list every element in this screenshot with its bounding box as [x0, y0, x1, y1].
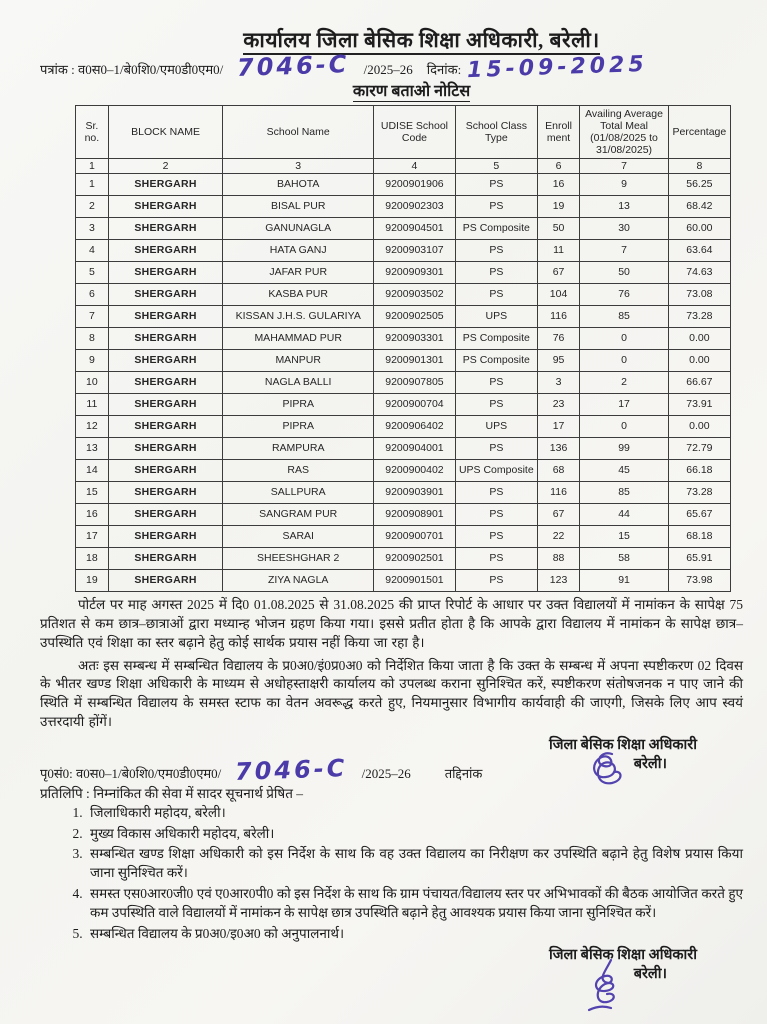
table-cell: 72.79: [668, 437, 730, 459]
table-row: [76, 547, 731, 569]
table-row: [76, 459, 731, 481]
table-cell: PIPRA: [223, 393, 374, 415]
table-cell: 18: [76, 547, 109, 569]
notice-title-text: कारण बताओ नोटिस: [352, 82, 471, 100]
table-cell: PS: [455, 261, 537, 283]
table-cell: 16: [76, 503, 109, 525]
table-cell: SALLPURA: [223, 481, 374, 503]
table-cell: 58: [580, 547, 668, 569]
table-cell: PS Composite: [455, 349, 537, 371]
table-cell: 68: [537, 459, 580, 481]
table-cell: 13: [580, 195, 668, 217]
table-cell: 66.18: [668, 459, 730, 481]
column-header: Enroll ment: [537, 105, 580, 158]
table-cell: 45: [580, 459, 668, 481]
table-cell: SHERGARH: [108, 481, 223, 503]
table-cell: 19: [537, 195, 580, 217]
handwritten-date: 15-09-2025: [466, 51, 649, 83]
column-number-cell: 1: [76, 158, 109, 173]
table-row: [76, 195, 731, 217]
table-cell: GANUNAGLA: [223, 217, 374, 239]
table-cell: 73.08: [668, 283, 730, 305]
table-cell: 9200902505: [374, 305, 456, 327]
table-cell: ZIYA NAGLA: [223, 569, 374, 591]
table-cell: 88: [537, 547, 580, 569]
table-header: [76, 105, 731, 173]
table-cell: 0.00: [668, 415, 730, 437]
table-cell: 9200909301: [374, 261, 456, 283]
table-cell: SHERGARH: [108, 305, 223, 327]
table-cell: UPS Composite: [455, 459, 537, 481]
table-cell: PS: [455, 547, 537, 569]
copy-list-item: 2. मुख्य विकास अधिकारी महोदय, बरेली।: [86, 825, 743, 844]
table-cell: SANGRAM PUR: [223, 503, 374, 525]
signature1-designation: जिला बेसिक शिक्षा अधिकारी: [548, 737, 697, 754]
table-cell: RAMPURA: [223, 437, 374, 459]
table-row: [76, 261, 731, 283]
table-cell: SHERGARH: [108, 327, 223, 349]
table-cell: 13: [76, 437, 109, 459]
table-row: [76, 503, 731, 525]
table-cell: 73.28: [668, 481, 730, 503]
table-cell: SHERGARH: [108, 547, 223, 569]
table-cell: 4: [76, 239, 109, 261]
table-cell: PS: [455, 173, 537, 195]
letter-number-suffix: /2025–26: [363, 61, 413, 77]
table-cell: RAS: [223, 459, 374, 481]
table-cell: 67: [537, 261, 580, 283]
table-cell: BAHOTA: [223, 173, 374, 195]
table-cell: PS: [455, 239, 537, 261]
table-cell: 44: [580, 503, 668, 525]
column-header: UDISE School Code: [374, 105, 456, 158]
column-header: School Class Type: [455, 105, 537, 158]
table-cell: 9200908901: [374, 503, 456, 525]
table-row: [76, 525, 731, 547]
signature2-place: बरेली।: [633, 965, 667, 982]
table-cell: 17: [580, 393, 668, 415]
table-cell: SHERGARH: [108, 371, 223, 393]
table-cell: 50: [580, 261, 668, 283]
table-cell: 0.00: [668, 327, 730, 349]
table-cell: 9200903502: [374, 283, 456, 305]
copy-list-item: 5. सम्बन्धित विद्यालय के प्र0अ0/इ0अ0 को अनुपालनार्थ।: [86, 925, 743, 944]
table-cell: PS: [455, 393, 537, 415]
table-cell: SHEESHGHAR 2: [223, 547, 374, 569]
column-header: School Name: [223, 105, 374, 158]
table-cell: 63.64: [668, 239, 730, 261]
table-cell: 9200900701: [374, 525, 456, 547]
column-header: Percentage: [668, 105, 730, 158]
body-paragraph-2: अतः इस सम्बन्ध में सम्बन्धित विद्यालय के प्र0अ0/इं0प्र0अ0 को निर्देशित किया जाता है कि उक्त के सम्बन्ध में अपना स्पष्टीकरण 02 दिवस के भीतर खण्ड शिक्षा अधिकारी के माध्यम से अधोहस्ताक्षरी कार्यालय को उपलब्ध कराना सुनिश्चित करें, स्पष्टीकरण संतोषजनक न पाए जाने की स्थिति में सम्बन्धित विद्यालय के समस्त स्टाफ का वेतन अवरूद्ध करते हुए, नियमानुसार विभागीय कार्यवाही की जाएगी, जिसके लिए आप स्वयं उत्तरदायी होंगें।: [40, 657, 743, 730]
table-cell: MAHAMMAD PUR: [223, 327, 374, 349]
handwritten-letter-number: 7046-C: [236, 50, 351, 82]
table-cell: 116: [537, 305, 580, 327]
table-row: [76, 481, 731, 503]
table-row: [76, 415, 731, 437]
table-cell: 8: [76, 327, 109, 349]
table-cell: 68.42: [668, 195, 730, 217]
table-cell: 104: [537, 283, 580, 305]
table-cell: 2: [76, 195, 109, 217]
table-cell: 73.28: [668, 305, 730, 327]
table-cell: SHERGARH: [108, 569, 223, 591]
school-table-body: [76, 173, 731, 591]
table-cell: KISSAN J.H.S. GULARIYA: [223, 305, 374, 327]
table-row: [76, 173, 731, 195]
table-cell: 22: [537, 525, 580, 547]
table-cell: 66.67: [668, 371, 730, 393]
copy-list-item: 3. सम्बन्धित खण्ड शिक्षा अधिकारी को इस निर्देश के साथ कि वह उक्त विद्यालय का निरीक्षण कर उपस्थिति बढ़ाने हेतु विशेष प्रयास किया जाना सुनिश्चित करें।: [86, 845, 743, 883]
date-label: दिनांक:: [426, 61, 462, 77]
table-cell: 9200904501: [374, 217, 456, 239]
table-cell: 85: [580, 481, 668, 503]
table-cell: 9200901301: [374, 349, 456, 371]
table-cell: 9200900704: [374, 393, 456, 415]
table-cell: SARAI: [223, 525, 374, 547]
table-cell: PS: [455, 195, 537, 217]
table-cell: 123: [537, 569, 580, 591]
table-cell: 116: [537, 481, 580, 503]
table-cell: BISAL PUR: [223, 195, 374, 217]
table-cell: 15: [76, 481, 109, 503]
table-cell: PS: [455, 481, 537, 503]
table-cell: PIPRA: [223, 415, 374, 437]
table-cell: 60.00: [668, 217, 730, 239]
table-cell: SHERGARH: [108, 283, 223, 305]
table-cell: 15: [580, 525, 668, 547]
table-column-number-row: [76, 158, 731, 173]
table-cell: 9200903301: [374, 327, 456, 349]
table-cell: 10: [76, 371, 109, 393]
copy-distribution-heading: प्रतिलिपि : निम्नांकित की सेवा में सादर सूचनार्थ प्रेषित –: [40, 785, 304, 801]
table-cell: SHERGARH: [108, 195, 223, 217]
table-cell: 12: [76, 415, 109, 437]
table-cell: NAGLA BALLI: [223, 371, 374, 393]
column-number-cell: 8: [668, 158, 730, 173]
table-row: [76, 349, 731, 371]
signature-block-2: [40, 946, 743, 1016]
table-row: [76, 393, 731, 415]
table-cell: 7: [76, 305, 109, 327]
column-header: Sr. no.: [76, 105, 109, 158]
column-number-cell: 4: [374, 158, 456, 173]
table-cell: 9200902501: [374, 547, 456, 569]
notice-title: [80, 79, 743, 101]
table-cell: 17: [537, 415, 580, 437]
table-row: [76, 239, 731, 261]
table-cell: SHERGARH: [108, 349, 223, 371]
table-cell: 76: [537, 327, 580, 349]
table-row: [76, 437, 731, 459]
table-cell: 9200900402: [374, 459, 456, 481]
signature2-designation: जिला बेसिक शिक्षा अधिकारी: [548, 946, 697, 963]
table-cell: 85: [580, 305, 668, 327]
column-number-cell: 2: [108, 158, 223, 173]
table-cell: 0: [580, 327, 668, 349]
table-row: [76, 327, 731, 349]
table-cell: 2: [580, 371, 668, 393]
table-cell: 5: [76, 261, 109, 283]
table-cell: 17: [76, 525, 109, 547]
column-number-cell: 5: [455, 158, 537, 173]
table-cell: PS: [455, 437, 537, 459]
table-cell: KASBA PUR: [223, 283, 374, 305]
table-cell: 1: [76, 173, 109, 195]
table-cell: SHERGARH: [108, 437, 223, 459]
column-number-cell: 3: [223, 158, 374, 173]
table-cell: 99: [580, 437, 668, 459]
copy-list: [40, 804, 743, 944]
table-cell: 9: [76, 349, 109, 371]
table-cell: 0.00: [668, 349, 730, 371]
table-cell: SHERGARH: [108, 173, 223, 195]
table-cell: PS: [455, 569, 537, 591]
table-cell: 3: [76, 217, 109, 239]
table-cell: JAFAR PUR: [223, 261, 374, 283]
table-cell: MANPUR: [223, 349, 374, 371]
table-cell: UPS: [455, 305, 537, 327]
table-cell: 23: [537, 393, 580, 415]
body-paragraph-1: पोर्टल पर माह अगस्त 2025 में दि0 01.08.2025 से 31.08.2025 की प्राप्त रिपोर्ट के आधार पर उक्त विद्यालयों में नामांकन के सापेक्ष 75 प्रतिशत से कम छात्र–छात्राओं द्वारा मध्यान्ह भोजन ग्रहण किया गया। इससे प्रतीत होता है कि आपके द्वारा विद्यालय में नामांकन के सापेक्ष छात्र–उपस्थिति एवं शिक्षा का स्तर बढ़ाने हेतु कोई सार्थक प्रयास नहीं किया जा रहा है।: [40, 596, 743, 650]
signature1-place: बरेली।: [633, 755, 667, 772]
table-cell: 73.98: [668, 569, 730, 591]
table-cell: 56.25: [668, 173, 730, 195]
table-cell: SHERGARH: [108, 525, 223, 547]
column-header: BLOCK NAME: [108, 105, 223, 158]
table-cell: 11: [537, 239, 580, 261]
table-cell: 16: [537, 173, 580, 195]
table-cell: 9200901906: [374, 173, 456, 195]
table-cell: 9200903107: [374, 239, 456, 261]
table-cell: SHERGARH: [108, 217, 223, 239]
endorsement-ref-label: पृ0सं0: व0स0–1/बे0शि0/एम0डी0एम0/: [40, 765, 222, 781]
table-cell: 30: [580, 217, 668, 239]
table-cell: 91: [580, 569, 668, 591]
table-cell: 0: [580, 415, 668, 437]
table-cell: 50: [537, 217, 580, 239]
table-cell: 95: [537, 349, 580, 371]
table-cell: SHERGARH: [108, 393, 223, 415]
table-cell: PS Composite: [455, 217, 537, 239]
table-row: [76, 371, 731, 393]
table-cell: 136: [537, 437, 580, 459]
signature-block-1: [40, 736, 743, 788]
endorsement-ref-date-word: तद्दिनांक: [444, 765, 483, 781]
table-cell: 9200902303: [374, 195, 456, 217]
endorsement-ref-suffix: /2025–26: [361, 765, 411, 781]
table-header-row: [76, 105, 731, 158]
table-cell: 74.63: [668, 261, 730, 283]
table-cell: 6: [76, 283, 109, 305]
table-cell: PS: [455, 371, 537, 393]
handwritten-endorsement-number: 7046-C: [234, 754, 349, 787]
table-cell: 9200901501: [374, 569, 456, 591]
column-header: Availing Average Total Meal (01/08/2025 to 31/08/2025): [580, 105, 668, 158]
table-cell: 65.91: [668, 547, 730, 569]
table-cell: PS: [455, 525, 537, 547]
table-cell: HATA GANJ: [223, 239, 374, 261]
table-cell: 11: [76, 393, 109, 415]
table-cell: 19: [76, 569, 109, 591]
table-cell: SHERGARH: [108, 459, 223, 481]
table-cell: SHERGARH: [108, 261, 223, 283]
table-cell: 73.91: [668, 393, 730, 415]
table-cell: 68.18: [668, 525, 730, 547]
letter-number-line: [40, 50, 743, 83]
copy-list-item: 4. समस्त एस0आर0जी0 एवं ए0आर0पी0 को इस निर्देश के साथ कि ग्राम पंचायत/विद्यालय स्तर पर अभिभावकों की बैठक आयोजित करते हुए कम उपस्थिति वाले विद्यालयों में नामांकन के सापेक्ष छात्र उपस्थिति बढ़ाने हेतु आवश्यक प्रयास किया जाना सुनिश्चित करें।: [86, 885, 743, 923]
table-row: [76, 569, 731, 591]
table-cell: 76: [580, 283, 668, 305]
table-cell: 9200906402: [374, 415, 456, 437]
table-cell: SHERGARH: [108, 503, 223, 525]
table-cell: PS Composite: [455, 327, 537, 349]
table-cell: 0: [580, 349, 668, 371]
table-cell: 7: [580, 239, 668, 261]
table-cell: 9200903901: [374, 481, 456, 503]
copy-list-item: 1. जिलाधिकारी महोदय, बरेली।: [86, 804, 743, 823]
table-row: [76, 305, 731, 327]
school-meal-table: [75, 105, 731, 592]
table-cell: SHERGARH: [108, 239, 223, 261]
table-cell: 9200907805: [374, 371, 456, 393]
table-cell: 65.67: [668, 503, 730, 525]
table-cell: 67: [537, 503, 580, 525]
table-cell: PS: [455, 283, 537, 305]
office-title-text: कार्यालय जिला बेसिक शिक्षा अधिकारी, बरेली।: [243, 28, 599, 55]
table-cell: 14: [76, 459, 109, 481]
table-cell: 9: [580, 173, 668, 195]
table-cell: 9200904001: [374, 437, 456, 459]
table-cell: UPS: [455, 415, 537, 437]
table-cell: 3: [537, 371, 580, 393]
table-row: [76, 217, 731, 239]
column-number-cell: 6: [537, 158, 580, 173]
table-cell: SHERGARH: [108, 415, 223, 437]
letter-number-label: पत्रांक : व0स0–1/बे0शि0/एम0डी0एम0/: [40, 61, 224, 77]
office-title: [100, 26, 743, 54]
column-number-cell: 7: [580, 158, 668, 173]
table-row: [76, 283, 731, 305]
table-cell: PS: [455, 503, 537, 525]
